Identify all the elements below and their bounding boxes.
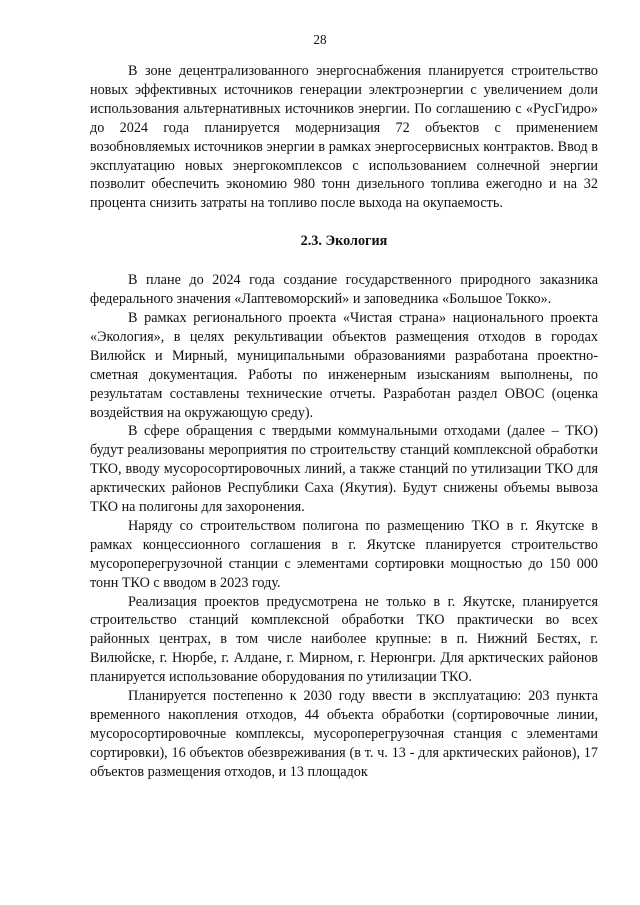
paragraph-2030-plan: Планируется постепенно к 2030 году ввести в эксплуатацию: 203 пункта временного накопления отходов, 44 объекта обработки (сортировочные линии, мусоросортировочные комплексы, мусороперегрузочная станция с элементами сортировки), 16 объектов обезвреживания (в т. ч. 13 - для арктических районов), 17 объектов размещения отходов, и 13 площадок <box>90 688 598 780</box>
paragraph-recultivation: В рамках регионального проекта «Чистая страна» национального проекта «Экология», в целях рекультивации объектов размещения отходов в городах Вилюйск и Мирный, муниципальными образованиями разработана проектно-сметная документация. Работы по инженерным изысканиям выполнены, по результатам составлены технические отчеты. Разработан раздел ОВОС (оценка воздействия на окружающую среду). <box>90 309 598 421</box>
paragraph-district-projects: Реализация проектов предусмотрена не только в г. Якутске, планируется строительство станций комплексной обработки ТКО практически во всех районных центрах, в том числе наиболее крупные: в п. Нижний Бестях, г. Вилюйске, г. Нюрбе, г. Алдане, г. Мирном, г. Нерюнгри. Для арктических районов планируется использование оборудования по утилизации ТКО. <box>90 593 598 686</box>
spacer <box>90 213 598 232</box>
paragraph-reserves: В плане до 2024 года создание государственного природного заказника федерального значения «Лаптевоморский» и заповедника «Большое Токко». <box>90 272 598 308</box>
section-heading: 2.3. Экология <box>300 233 388 250</box>
paragraph-yakutsk-station: Наряду со строительством полигона по размещению ТКО в г. Якутске в рамках концессионного соглашения в г. Якутске планируется строительство мусороперегрузочной станции с элементами сортировки мощностью до 150 000 тонн ТКО с вводом в 2023 году. <box>90 517 598 591</box>
document-body <box>90 62 598 782</box>
intro-paragraph: В зоне децентрализованного энергоснабжения планируется строительство новых эффективных источников генерации электроэнергии с увеличением доли использования альтернативных источников энергии. По соглашению с «РусГидро» до 2024 года планируется модернизация 72 объектов с применением возобновляемых источников энергии в рамках энергосервисных контрактов. Ввод в эксплуатацию новых энергокомплексов с использованием солнечной энергии позволит обеспечить экономию 980 тонн дизельного топлива ежегодно и на 32 процента снизить затраты на топливо после выхода на окупаемость. <box>90 63 598 212</box>
paragraph-waste-management: В сфере обращения с твердыми коммунальными отходами (далее – ТКО) будут реализованы мероприятия по строительству станций комплексной обработки ТКО, вводу мусоросортировочных линий, а также станций по утилизации ТКО для арктических районов Республики Саха (Якутия). Будут снижены объемы вывоза ТКО на полигоны для захоронения. <box>90 423 598 516</box>
spacer <box>90 251 598 271</box>
page-number: 28 <box>313 32 327 47</box>
